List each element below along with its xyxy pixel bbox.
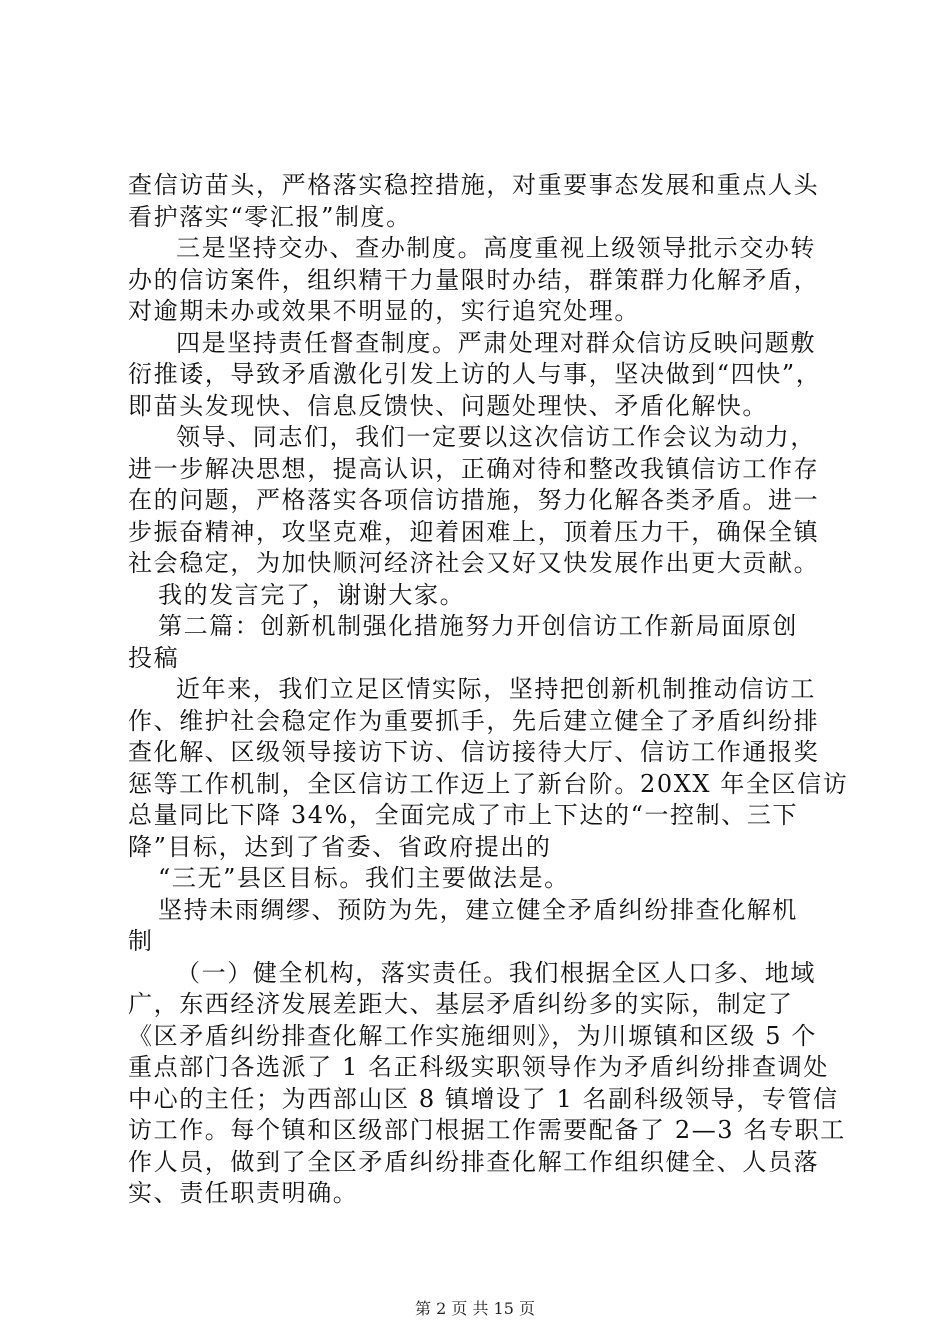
text-line: 即苗头发现快、信息反馈快、问题处理快、矛盾化解快。 [128, 391, 768, 420]
text-line: “三无”县区目标。我们主要做法是。 [158, 864, 570, 892]
text-line: 广，东西经济发展差距大、基层矛盾纠纷多的实际，制定了 [128, 990, 794, 1018]
text-line: 四是坚持责任督查制度。严肃处理对群众信访反映问题敷 [176, 328, 816, 357]
text-line: 近年来，我们立足区情实际，坚持把创新机制推动信访工 [176, 675, 816, 703]
text-line: 惩等工作机制，全区信访工作迈上了新台阶。20XX 年全区信访 [128, 769, 849, 798]
text-line: 衍推诿，导致矛盾激化引发上访的人与事，坚决做到“四快”， [128, 360, 822, 388]
page-footer [0, 1296, 950, 1319]
text-line: 步振奋精神，攻坚克难，迎着困难上，顶着压力干，确保全镇 [128, 517, 820, 546]
text-line: 制 [128, 927, 154, 955]
text-line: 三是坚持交办、查办制度。高度重视上级领导批示交办转 [176, 234, 816, 262]
text-line: 访工作。每个镇和区级部门根据工作需要配备了 2—3 名专职工 [128, 1116, 846, 1144]
text-line: 《区矛盾纠纷排查化解工作实施细则》，为川塬镇和区级 5 个 [128, 1021, 817, 1050]
text-line: 领导、同志们，我们一定要以这次信访工作会议为动力， [176, 423, 816, 451]
text-line: 坚持未雨绸缪、预防为先，建立健全矛盾纠纷排查化解机 [158, 895, 798, 924]
text-line: 作人员，做到了全区矛盾纠纷排查化解工作组织健全、人员落 [128, 1147, 820, 1176]
text-line: 办的信访案件，组织精干力量限时办结，群策群力化解矛盾， [128, 265, 820, 294]
text-line: （一）健全机构，落实责任。我们根据全区人口多、地域 [176, 958, 816, 987]
text-line: 重点部门各选派了 1 名正科级实职领导作为矛盾纠纷排查调处 [128, 1053, 829, 1081]
text-line: 查化解、区级领导接访下访、信访接待大厅、信访工作通报奖 [128, 738, 820, 766]
document-body [128, 170, 849, 1210]
text-line: 看护落实“零汇报”制度。 [128, 202, 412, 231]
section-heading: 第二篇：创新机制强化措施努力开创信访工作新局面原创 [158, 612, 798, 640]
text-line: 降”目标，达到了省委、省政府提出的 [128, 832, 552, 861]
section-heading: 投稿 [128, 643, 180, 672]
text-line: 实、责任职责明确。 [128, 1179, 359, 1207]
text-line: 在的问题，严格落实各项信访措施，努力化解各类矛盾。进一 [128, 486, 820, 514]
text-line: 中心的主任；为西部山区 8 镇增设了 1 名副科级领导，专管信 [128, 1084, 839, 1113]
text-line: 社会稳定，为加快顺河经济社会又好又快发展作出更大贡献。 [128, 549, 820, 577]
text-line: 总量同比下降 34%，全面完成了市上下达的“一控制、三下 [128, 801, 799, 829]
text-line: 进一步解决思想，提高认识，正确对待和整改我镇信访工作存 [128, 454, 820, 483]
page-number: 第 2 页 共 15 页 [415, 1299, 535, 1318]
text-line: 作、维护社会稳定作为重要抓手，先后建立健全了矛盾纠纷排 [128, 706, 820, 735]
text-line: 我的发言完了，谢谢大家。 [158, 580, 466, 609]
text-line: 对逾期未办或效果不明显的，实行追究处理。 [128, 297, 640, 325]
text-line: 查信访苗头，严格落实稳控措施，对重要事态发展和重点人头 [128, 171, 820, 199]
